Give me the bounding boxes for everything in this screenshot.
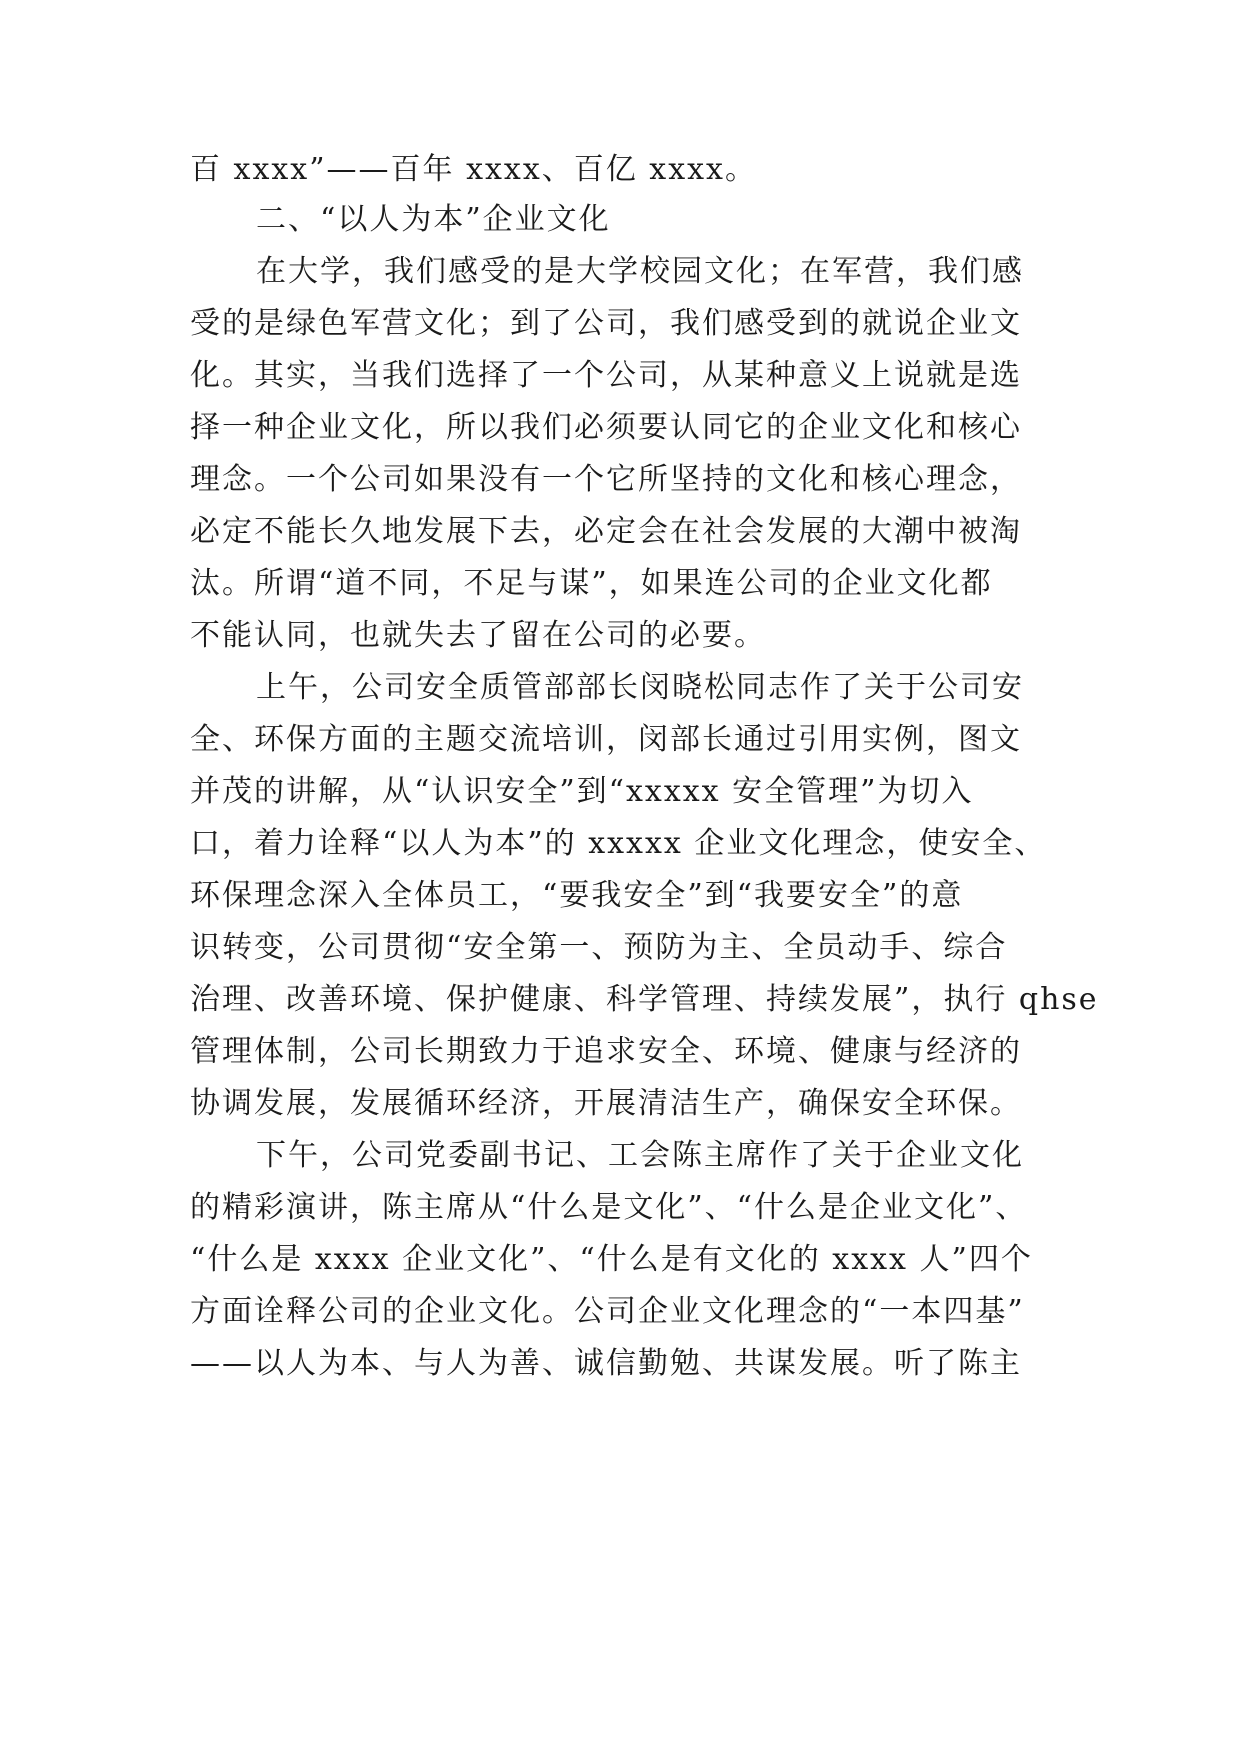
text-line-10: 不能认同，也就失去了留在公司的必要。 bbox=[190, 618, 766, 653]
text-line-22: “什么是 xxxx 企业文化”、“什么是有文化的 xxxx 人”四个 bbox=[190, 1242, 1033, 1277]
text-line-23: 方面诠释公司的企业文化。公司企业文化理念的“一本四基” bbox=[190, 1294, 1025, 1329]
text-line-14: 口，着力诠释“以人为本”的 xxxxx 企业文化理念，使安全、 bbox=[190, 826, 1047, 861]
text-line-15: 环保理念深入全体员工，“要我安全”到“我要安全”的意 bbox=[190, 878, 964, 913]
text-line-19: 协调发展，发展循环经济，开展清洁生产，确保安全环保。 bbox=[190, 1086, 1022, 1121]
text-line-20: 下午，公司党委副书记、工会陈主席作了关于企业文化 bbox=[256, 1138, 1024, 1173]
text-line-7: 理念。一个公司如果没有一个它所坚持的文化和核心理念， bbox=[190, 462, 1022, 497]
text-line-17: 治理、改善环境、保护健康、科学管理、持续发展”，执行 qhse bbox=[190, 982, 1099, 1017]
text-line-1: 百 xxxx”——百年 xxxx、百亿 xxxx。 bbox=[190, 152, 757, 187]
text-line-3: 在大学，我们感受的是大学校园文化；在军营，我们感 bbox=[256, 254, 1024, 289]
text-line-18: 管理体制，公司长期致力于追求安全、环境、健康与经济的 bbox=[190, 1034, 1022, 1069]
text-line-12: 全、环保方面的主题交流培训，闵部长通过引用实例，图文 bbox=[190, 722, 1022, 757]
text-line-16: 识转变，公司贯彻“安全第一、预防为主、全员动手、综合 bbox=[190, 930, 1008, 965]
text-line-9: 汰。所谓“道不同，不足与谋”，如果连公司的企业文化都 bbox=[190, 566, 993, 601]
text-line-21: 的精彩演讲，陈主席从“什么是文化”、“什么是企业文化”、 bbox=[190, 1190, 1028, 1225]
text-line-4: 受的是绿色军营文化；到了公司，我们感受到的就说企业文 bbox=[190, 306, 1022, 341]
text-line-11: 上午，公司安全质管部部长闵晓松同志作了关于公司安 bbox=[256, 670, 1024, 705]
text-line-24: ——以人为本、与人为善、诚信勤勉、共谋发展。听了陈主 bbox=[190, 1346, 1022, 1381]
text-line-5: 化。其实，当我们选择了一个公司，从某种意义上说就是选 bbox=[190, 358, 1022, 393]
text-line-13: 并茂的讲解，从“认识安全”到“xxxxx 安全管理”为切入 bbox=[190, 774, 974, 809]
text-line-8: 必定不能长久地发展下去，必定会在社会发展的大潮中被淘 bbox=[190, 514, 1022, 549]
section-heading: 二、“以人为本”企业文化 bbox=[256, 202, 611, 237]
text-line-6: 择一种企业文化，所以我们必须要认同它的企业文化和核心 bbox=[190, 410, 1022, 445]
